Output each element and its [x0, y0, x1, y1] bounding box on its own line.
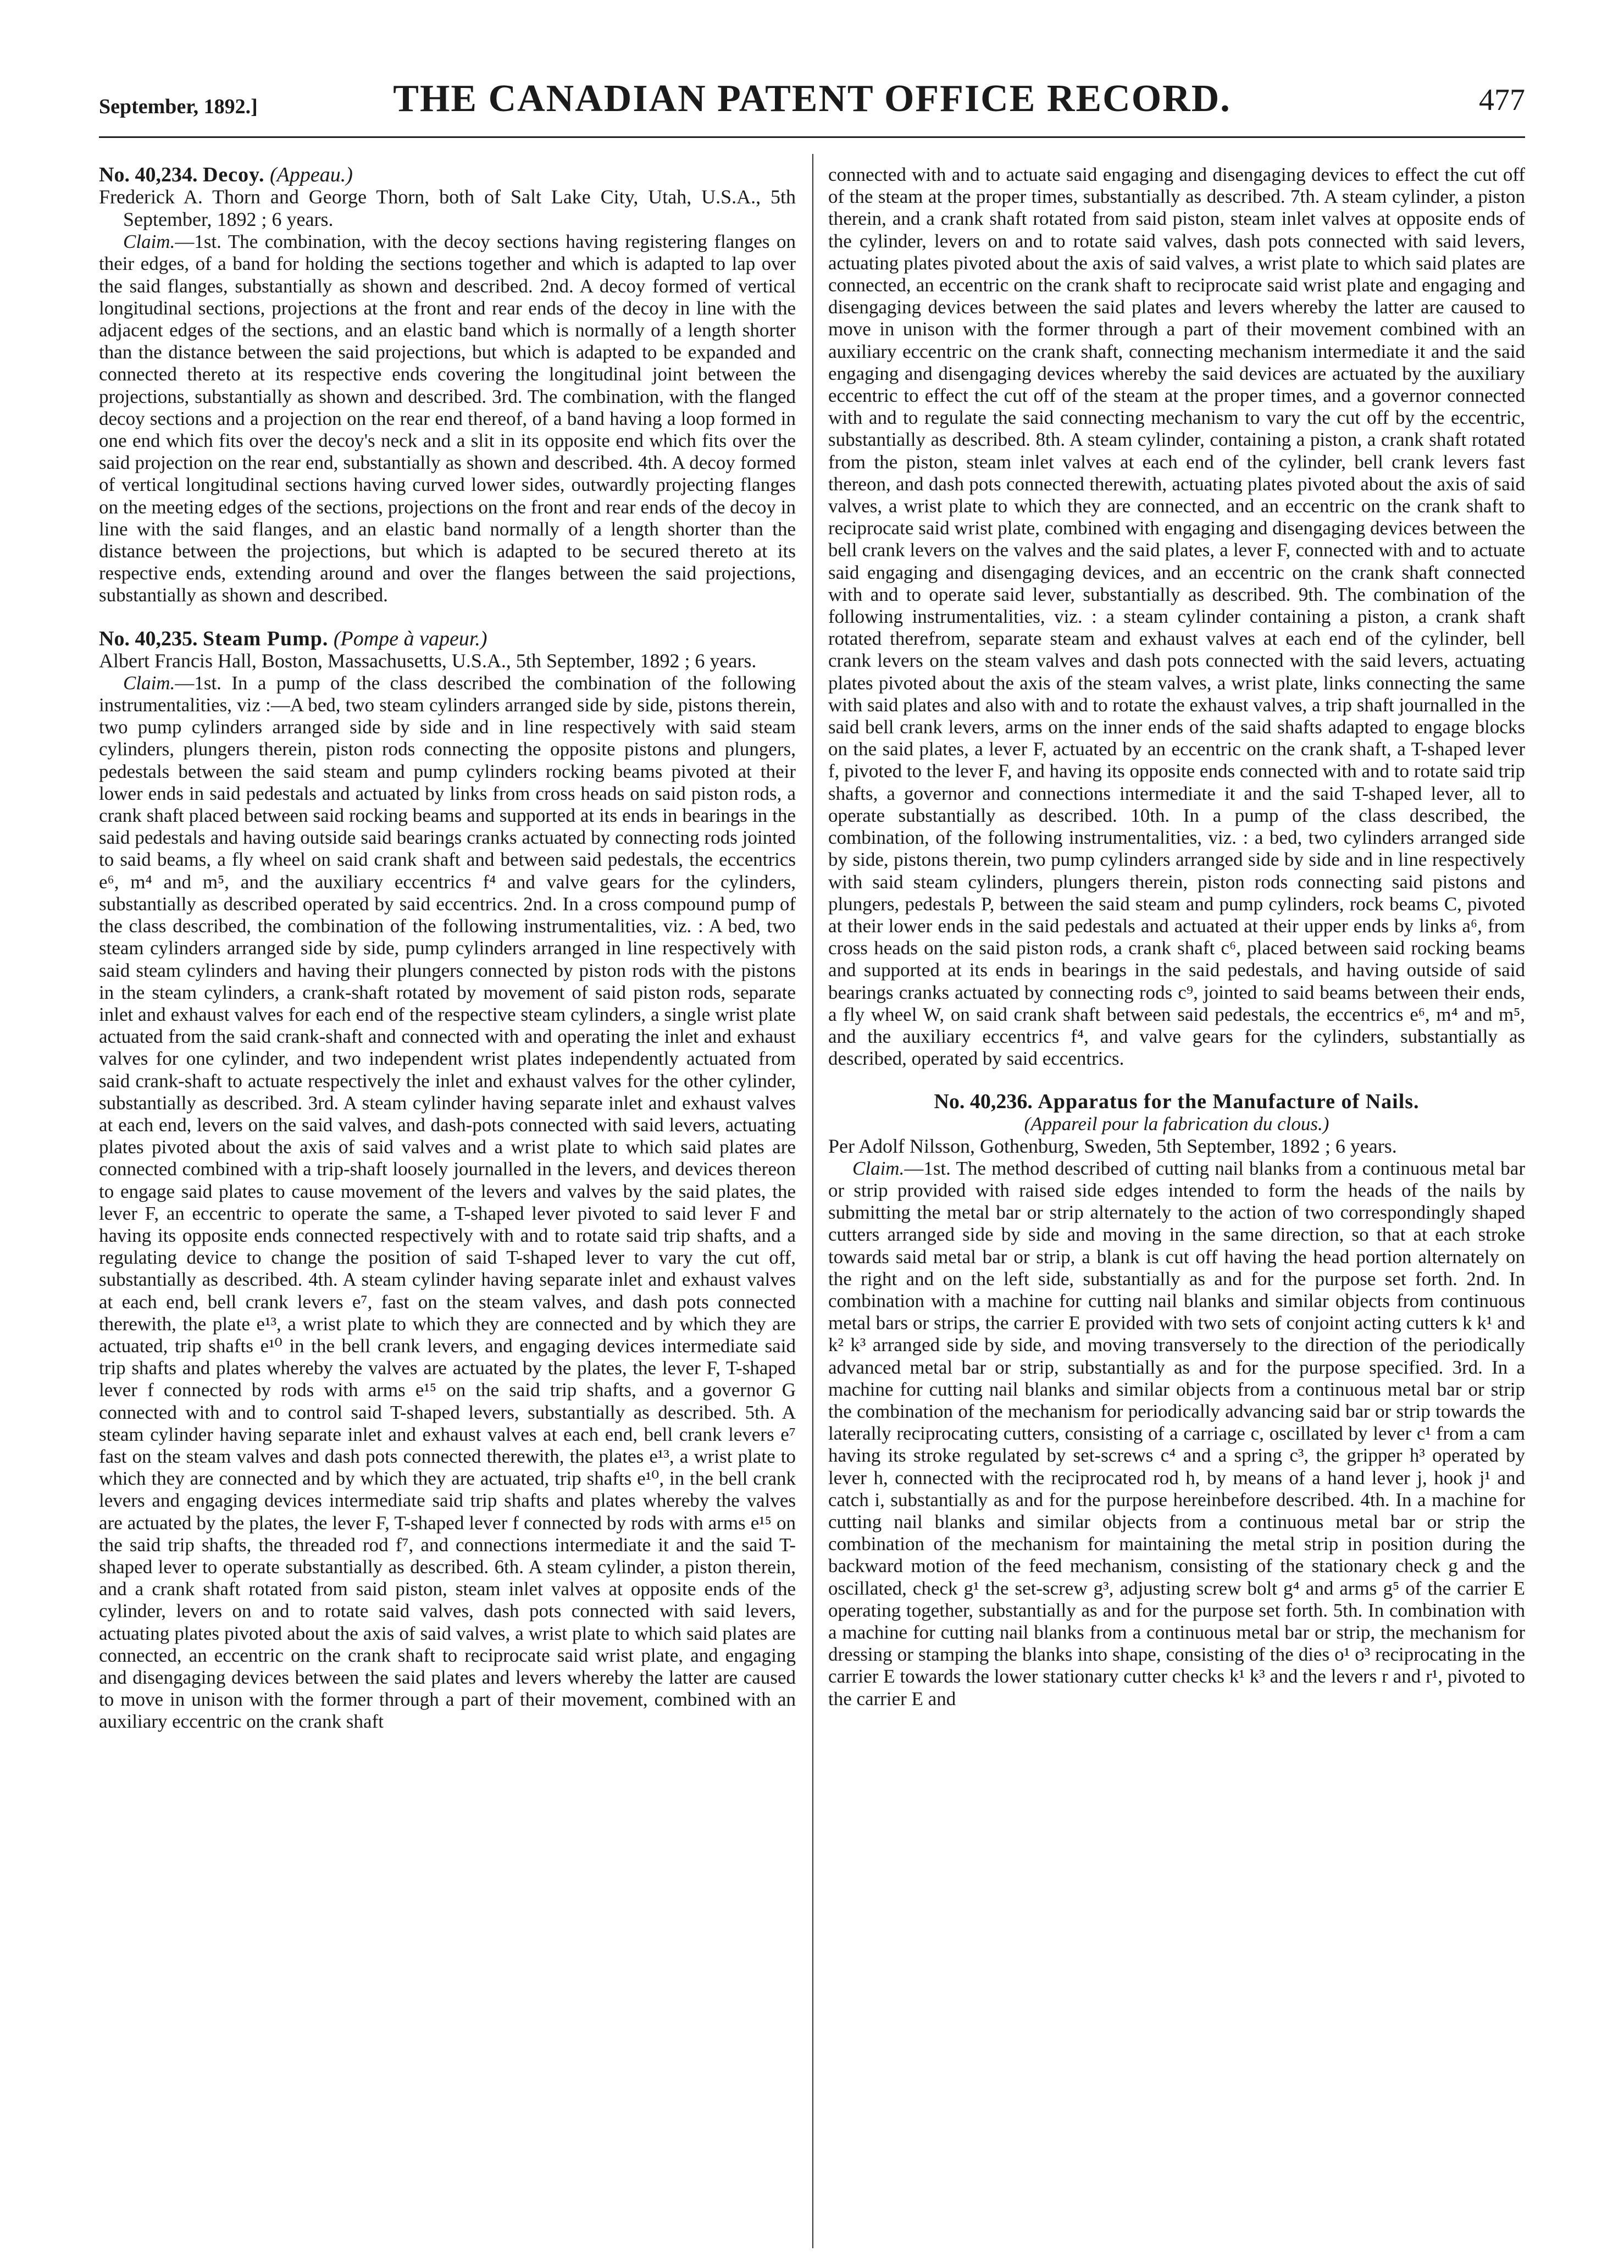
right-column: [828, 164, 1525, 2247]
entry-spacer: [99, 607, 796, 628]
claim-label: Claim.: [123, 231, 175, 253]
claim-text: [99, 672, 796, 1733]
patent-heading-40236: [828, 1091, 1525, 1113]
page-number: 477: [1479, 83, 1525, 117]
claim-body: —1st. The combination, with the decoy sections having registering flanges on their edges, of a band for holding the sections together and which is adapted to lap over the said flanges, substantially as shown and described. 2nd. A decoy formed of vertical longitudinal sections, projections at the front and rear ends of the decoy in line with the adjacent edges of the sections, and an elastic band which is normally of a length shorter than the distance between the said projections, but which is adapted to be expanded and connected thereto at its respective ends covering the longitudinal joint between the projections, substantially as shown and described. 3rd. The combination, with the flanged decoy sections and a projection on the rear end thereof, of a band having a loop formed in one end which fits over the decoy's neck and a slit in its opposite end which fits over the said projection on the rear end, substantially as shown and described. 4th. A decoy formed of vertical longitudinal sections having curved lower sides, outwardly projecting flanges on the meeting edges of the sections, projections on the front and rear ends of the decoy in line with the said flanges, and an elastic band normally of a length shorter than the distance between the projections, but which is adapted to be secured thereto at its respective ends, extending around and over the flanges between the said projections, substantially as shown and described.: [99, 231, 796, 606]
issue-date: September, 1892.]: [99, 95, 258, 118]
inventor-line: Frederick A. Thorn and George Thorn, both of Salt Lake City, Utah, U.S.A., 5th September, 1892 ; 6 years.: [99, 186, 796, 231]
patent-french-name: (Pompe à vapeur.): [333, 627, 487, 650]
claim-body: —1st. The method described of cutting nail blanks from a continuous metal bar or strip provided with raised side edges intended to form the heads of the nails by submitting the metal bar or strip alternately to the action of two correspondingly shaped cutters arranged side by side and moving in the same direction, so that at each stroke towards said metal bar or strip, a blank is cut off having the head portion alternately on the right and on the left side, substantially as and for the purpose set forth. 2nd. In combination with a machine for cutting nail blanks and similar objects from continuous metal bars or strips, the carrier E provided with two sets of conjoint acting cutters k k¹ and k² k³ arranged side by side, and moving transversely to the direction of the periodically advanced metal bar or strip, substantially as and for the purpose specified. 3rd. In a machine for cutting nail blanks and similar objects from a continuous metal bar or strip the combination of the mechanism for periodically advancing said bar or strip towards the laterally reciprocating cutters, consisting of a carriage c, oscillated by lever c¹ from a cam having its stroke regulated by set-screws c⁴ and a spring c³, the gripper h³ operated by lever h, connected with the reciprocated rod h, by means of a hand lever j, hook j¹ and catch i, substantially as and for the purpose hereinbefore described. 4th. In a machine for cutting nail blanks and similar objects from a continuous metal bar or strip the combination of the mechanism for maintaining the metal strip in position during the backward motion of the feed mechanism, consisting of the stationary check g and the oscillated, check g¹ the set-screw g³, adjusting screw bolt g⁴ and arms g⁵ of the carrier E operating together, substantially as and for the purpose set forth. 5th. In combination with a machine for cutting nail blanks from a continuous metal bar or strip, the mechanism for dressing or stamping the blanks into shape, consisting of the dies o¹ o³ reciprocating in the carrier E towards the lower stationary cutter checks k¹ k³ and the levers r and r¹, pivoted to the carrier E and: [828, 1157, 1525, 1710]
claim-label: Claim.: [123, 672, 175, 694]
patent-french-name: (Appeau.): [270, 164, 353, 186]
patent-heading-40235: [99, 628, 796, 650]
inventor-line: Albert Francis Hall, Boston, Massachusetts, U.S.A., 5th September, 1892 ; 6 years.: [99, 649, 757, 672]
claim-body: —1st. In a pump of the class described the combination of the following instrumentalities, viz :—A bed, two steam cylinders arranged side by side, pistons therein, two pump cylinders arranged side by side and in line respectively with said steam cylinders, plungers therein, piston rods connecting the opposite pistons and plungers, pedestals between the said steam and pump cylinders rocking beams pivoted at their lower ends in said pedestals and actuated by links from cross heads on said piston rods, a crank shaft placed between said rocking beams and supported at its ends in bearings in the said pedestals and having outside said bearings cranks actuated by connecting rods jointed to said beams, a fly wheel on said crank shaft and between said pedestals, the eccentrics e⁶, m⁴ and m⁵, and the auxiliary eccentrics f⁴ and valve gears for the cylinders, substantially as described operated by said eccentrics. 2nd. In a cross compound pump of the class described, the combination of the following instrumentalities, viz. : A bed, two steam cylinders arranged side by side, pump cylinders arranged in line respectively with said steam cylinders and having their plungers connected by piston rods with the pistons in the steam cylinders, a crank-shaft rotated by movement of said piston rods, separate inlet and exhaust valves for each end of the respective steam cylinders, a single wrist plate actuated from the said crank-shaft and connected with and operating the inlet and exhaust valves for one cylinder, and two independent wrist plates independently actuated from said crank-shaft to actuate respectively the inlet and exhaust valves for the other cylinder, substantially as described. 3rd. A steam cylinder having separate inlet and exhaust valves at each end, levers on the said valves, and dash-pots connected with said levers, actuating plates pivoted about the axis of said valves and a wrist plate to which said plates are connected combined with a trip-shaft loosely journalled in the levers, and devices thereon to engage said plates to cause movement of the levers and valves by the said plates, the lever F, an eccentric to operate the same, a T-shaped lever pivoted to said lever F and having its opposite ends connected respectively with and to rotate said trip shafts, and a regulating device to change the position of said T-shaped lever to vary the cut off, substantially as described. 4th. A steam cylinder having separate inlet and exhaust valves at each end, bell crank levers e⁷, fast on the steam valves, and dash pots connected therewith, the plate e¹³, a wrist plate to which they are connected and by which they are actuated, trip shafts e¹⁰ in the bell crank levers, and engaging devices intermediate said trip shafts and plates whereby the valves are actuated by the plates, the lever F, T-shaped lever f connected by rods with arms e¹⁵ on the said trip shafts, and a governor G connected with and to control said T-shaped levers, substantially as described. 5th. A steam cylinder having separate inlet and exhaust valves at each end, bell crank levers e⁷ fast on the steam valves and dash pots connected therewith, the plates e¹³, a wrist plate to which they are connected and by which they are actuated, trip shafts e¹⁰, in the bell crank levers and engaging devices intermediate said trip shafts and plates whereby the valves are actuated by the plates, the lever F, T-shaped lever f connected by rods with arms e¹⁵ on the said trip shafts, the threaded rod f⁷, and connections intermediate it and the said T-shaped lever to operate substantially as described. 6th. A steam cylinder, a piston therein, and a crank shaft rotated from said piston, steam inlet valves at opposite ends of the cylinder, levers on and to rotate said valves, dash pots connected with said levers, actuating plates pivoted about the axis of said valves, a wrist plate to which said plates are connected, an eccentric on the crank shaft to reciprocate said wrist plate, and engaging and disengaging devices between the said plates and levers whereby the latter are caused to move in unison with the former through a part of their movement, combined with an auxiliary eccentric on the crank shaft: [99, 672, 796, 1733]
claim-text: [828, 1158, 1525, 1710]
left-column: [99, 164, 796, 2247]
claim-continuation: connected with and to actuate said engaging and disengaging devices to effect the cut off of the steam at the proper times, substantially as described. 7th. A steam cylinder, a piston therein, and a crank shaft rotated from said piston, steam inlet valves at opposite ends of the cylinder, levers on and to rotate said valves, dash pots connected with said levers, actuating plates pivoted about the axis of said valves, a wrist plate to which said plates are connected, an eccentric on the crank shaft to reciprocate said wrist plate and engaging and disengaging devices between the said plates and levers whereby the latter are caused to move in unison with the former through a part of their movement combined with an auxiliary eccentric on the crank shaft, connecting mechanism intermediate it and the said engaging and disengaging devices whereby the said devices are actuated by the auxiliary eccentric to effect the cut off of the steam at the proper times, and a governor connected with and to regulate the said connecting mechanism to vary the cut off by the eccentric, substantially as described. 8th. A steam cylinder, containing a piston, a crank shaft rotated from the piston, steam inlet valves at each end of the cylinder, bell crank levers fast thereon, and dash pots connected therewith, actuating plates pivoted about the axis of said valves, a wrist plate to which they are connected, and an eccentric on the crank shaft to reciprocate said wrist plate, combined with engaging and disengaging devices between the bell crank levers on the valves and the said plates, a lever F, connected with and to actuate said engaging and disengaging devices, and an eccentric on the crank shaft connected with and to operate said lever, substantially as described. 9th. The combination of the following instrumentalities, viz. : a steam cylinder containing a piston, a crank shaft rotated therefrom, separate steam and exhaust valves at each end of the cylinder, bell crank levers on the steam valves and dash pots connected with the said levers, actuating plates pivoted about the axis of the steam valves, a wrist plate, links connecting the same with said plates and also with and to rotate the exhaust valves, a trip shaft journalled in the said bell crank levers, arms on the inner ends of the said shafts adapted to engage blocks on the said plates, a lever F, actuated by an eccentric on the crank shaft, a T-shaped lever f, pivoted to the lever F, and having its opposite ends connected with and to rotate said trip shafts, a governor and connections intermediate it and the said T-shaped lever, all to operate substantially as described. 10th. In a pump of the class described, the combination, of the following instrumentalities, viz. : a bed, two cylinders arranged side by side, pistons therein, two pump cylinders arranged side by side and in line respectively with said steam cylinders, plungers therein, piston rods connecting said pistons and plungers, pedestals P, between the said steam and pump cylinders, rock beams C, pivoted at their lower ends in the said pedestals and actuated at their upper ends by links a⁶, from cross heads on the said piston rods, a crank shaft c⁶, placed between said rocking beams and supported at its ends in bearings in the said pedestals, and having outside of said bearings cranks actuated by connecting rods c⁹, jointed to said beams between their ends, a fly wheel W, on said crank shaft between said pedestals, the eccentrics e⁶, m⁴ and m⁵, and the auxiliary eccentrics f⁴, and valve gears for the cylinders, substantially as described, operated by said eccentrics.: [828, 164, 1525, 1070]
header-rule: [99, 136, 1525, 138]
patent-french-name: (Appareil pour la fabrication du clous.): [1024, 1113, 1329, 1135]
patent-number: No. 40,234.: [99, 164, 198, 186]
patent-heading-40234: [99, 164, 796, 186]
journal-page: [99, 71, 1525, 2248]
patent-name: Decoy.: [202, 164, 265, 186]
claim-text: [99, 231, 796, 606]
publication-title: THE CANADIAN PATENT OFFICE RECORD.: [393, 78, 1231, 120]
patent-number: No. 40,235.: [99, 627, 198, 650]
claim-label: Claim.: [852, 1157, 905, 1179]
column-divider: [812, 154, 813, 2248]
inventor-line: Per Adolf Nilsson, Gothenburg, Sweden, 5th September, 1892 ; 6 years.: [828, 1135, 1397, 1157]
patent-number: No. 40,236.: [934, 1090, 1033, 1114]
patent-name: Apparatus for the Manufacture of Nails.: [1038, 1090, 1420, 1114]
page-header: [99, 71, 1525, 132]
entry-spacer: [828, 1070, 1525, 1091]
patent-name: Steam Pump.: [202, 627, 329, 650]
